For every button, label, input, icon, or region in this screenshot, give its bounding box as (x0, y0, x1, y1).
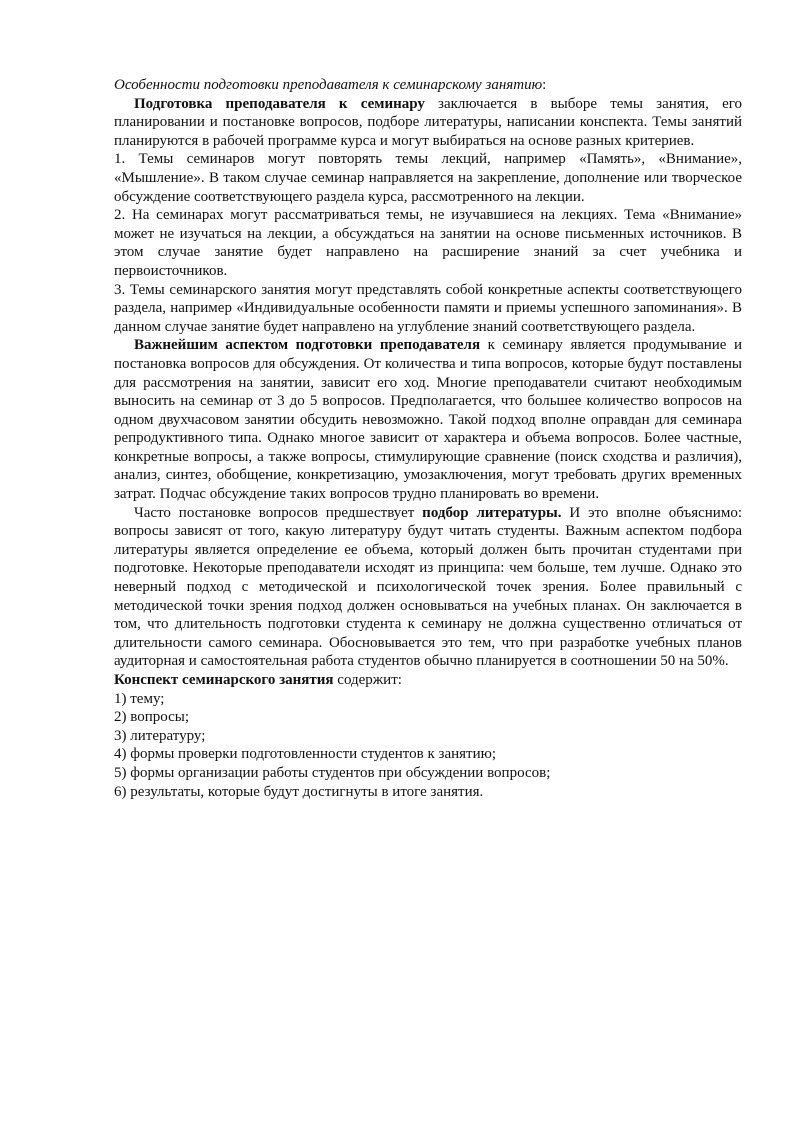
paragraph-topic-1: 1. Темы семинаров могут повторять темы лекций, например «Память», «Внимание», «Мышление». В таком случае семинар направляется на закрепление, дополнение или творческое обсуждение соответствующего раздела курса, рассмотренного на лекции. (114, 151, 742, 205)
list-item: 3) литературу; (114, 727, 206, 744)
list-item: 4) формы проверки подготовленности студентов к занятию; (114, 746, 496, 763)
paragraph-literature: Часто постановке вопросов предшествует подбор литературы. И это вполне объяснимо: вопросы зависят от того, какую литературу будут читать студенты. Важным аспектом подбора литературы является определение ее объема, который должен быть прочитан студентами при подготовке. Некоторые преподаватели исходят из принципа: чем больше, тем лучше. Однако это неверный подход с методической и психологической точек зрения. Более правильный с методической точки зрения подход должен основываться на учебных планах. Он заключается в том, что длительность подготовки студента к семинару не должна существенно отличаться от длительности самого семинара. Обосновывается это тем, что при разработке учебных планов аудиторная и самостоятельная работа студентов обычно планируется в соотношении 50 на 50%. (114, 504, 742, 670)
paragraph-teacher-preparation: Подготовка преподавателя к семинару заключается в выборе темы занятия, его планировании и постановке вопросов, подборе литературы, написании конспекта. Темы занятий планируются в рабочей программе курса и могут выбираться на основе разных критериев. (114, 95, 743, 149)
paragraph-key-aspect: Важнейшим аспектом подготовки преподавателя к семинару является продумывание и постановка вопросов для обсуждения. От количества и типа вопросов, которые будут поставлены для рассмотрения на занятии, зависит его ход. Многие преподаватели считают необходимым выносить на семинар от 3 до 5 вопросов. Предполагается, что большее количество вопросов на одном двухчасовом занятии обсудить невозможно. Такой подход вполне оправдан для семинара репродуктивного типа. Однако многое зависит от характера и объема вопросов. Более частные, конкретные вопросы, а также вопросы, стимулирующие сравнение (поиск сходства и различия), анализ, синтез, обобщение, конкретизацию, умозаключения, могут требовать других временных затрат. Подчас обсуждение таких вопросов трудно планировать во времени. (114, 337, 743, 503)
outline-list (114, 690, 742, 802)
bold-term-literature: подбор литературы. (422, 504, 562, 521)
list-item: 5) формы организации работы студентов при обсуждении вопросов; (114, 764, 551, 781)
bold-term-key-aspect: Важнейшим аспектом подготовки преподавателя (134, 337, 481, 354)
paragraph-topic-3: 3. Темы семинарского занятия могут представлять собой конкретные аспекты соответствующего раздела, например «Индивидуальные особенности памяти и приемы успешного запоминания». В данном случае занятие будет направлено на углубление знаний соответствующего раздела. (114, 281, 742, 335)
list-item: 2) вопросы; (114, 709, 190, 726)
paragraph-outline: Конспект семинарского занятия содержит: (114, 672, 402, 688)
document-page (114, 76, 742, 801)
list-item: 6) результаты, которые будут достигнуты в итоге занятия. (114, 783, 484, 800)
list-item: 1) тему; (114, 690, 165, 707)
document-title-colon: : (542, 77, 547, 93)
document-heading (114, 76, 742, 95)
bold-term-preparation: Подготовка преподавателя к семинару (134, 95, 425, 112)
bold-term-outline: Конспект семинарского занятия (114, 672, 334, 688)
document-title: Особенности подготовки преподавателя к семинарскому занятию (114, 77, 543, 93)
paragraph-topic-2: 2. На семинарах могут рассматриваться темы, не изучавшиеся на лекциях. Тема «Внимание» может не изучаться на лекции, а обсуждаться на занятии на основе письменных источников. В этом случае занятие будет направлено на расширение знаний за счет учебника и первоисточников. (114, 207, 742, 279)
